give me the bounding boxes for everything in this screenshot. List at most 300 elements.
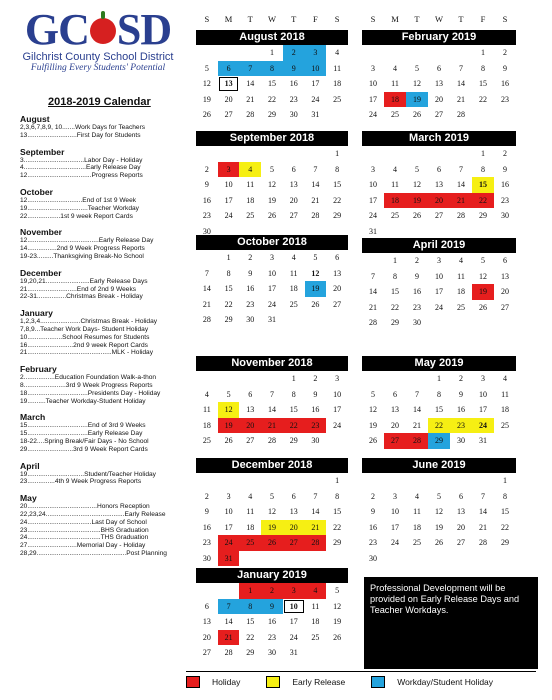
calendar-day: 22 — [391, 302, 399, 312]
calendar-day: 25 — [311, 632, 320, 642]
empty-day — [384, 146, 406, 162]
month-october-2018 — [196, 235, 348, 328]
calendar-day: 31 — [311, 110, 320, 119]
event-line: 10...................School Resumes for Students — [20, 333, 150, 341]
calendar-day: 13 — [501, 271, 509, 281]
workday-day: 29 — [428, 433, 450, 449]
calendar-day: 21 — [479, 522, 487, 532]
holiday-day: 21 — [450, 193, 472, 209]
calendar-day: 5 — [269, 164, 274, 174]
calendar-day: 4 — [503, 374, 507, 383]
holiday-day: 19 — [472, 284, 494, 300]
calendar-day: 18 — [246, 195, 255, 205]
calendar-day: 8 — [437, 389, 441, 399]
calendar-day: 9 — [248, 268, 253, 278]
calendar-day: 2 — [204, 164, 209, 174]
workday-day: 19 — [305, 281, 327, 297]
calendar-day: 11 — [413, 507, 421, 516]
holiday-day: 19 — [218, 418, 240, 434]
month-title: December 2018 — [196, 458, 348, 473]
calendar-day: 11 — [457, 271, 465, 281]
legend-early-release — [266, 676, 345, 688]
event-month-march: March — [20, 412, 46, 423]
calendar-day: 15 — [333, 507, 342, 516]
calendar-day: 24 — [369, 110, 377, 119]
calendar-day: 14 — [202, 284, 211, 293]
event-month-august: August — [20, 114, 50, 124]
early-release-day: 23 — [450, 418, 472, 434]
calendar-day: 4 — [415, 491, 419, 501]
calendar-day: 28 — [311, 211, 320, 220]
calendar-day: 31 — [267, 315, 276, 324]
calendar-day: 12 — [435, 507, 443, 516]
calendar-day: 22 — [246, 632, 255, 642]
calendar-day: 4 — [204, 389, 209, 399]
workday-day: 6 — [218, 61, 240, 77]
empty-day — [218, 45, 240, 61]
calendar-day: 14 — [311, 507, 320, 516]
calendar-day: 17 — [311, 79, 320, 88]
month-title: May 2019 — [362, 356, 516, 371]
calendar-day: 5 — [437, 491, 441, 501]
workday-day: 10 — [305, 61, 327, 77]
event-line: 1,2,3,4......................Christmas Break - Holiday — [20, 318, 158, 326]
calendar-day: 11 — [246, 507, 255, 516]
weekday-label: S — [204, 14, 210, 24]
empty-day — [283, 146, 305, 162]
calendar-day: 16 — [457, 405, 465, 414]
calendar-day: 28 — [457, 110, 465, 119]
calendar-day: 6 — [204, 601, 209, 611]
event-line: 2,3,6,7,8,9, 10.......Work Days for Teachers — [20, 124, 146, 131]
calendar-day: 7 — [313, 164, 318, 174]
month-title: June 2019 — [362, 458, 516, 473]
calendar-day: 30 — [311, 436, 320, 445]
empty-day — [406, 45, 428, 61]
workday-day: 9 — [261, 599, 283, 615]
calendar-day: 27 — [333, 299, 342, 309]
calendar-day: 30 — [267, 648, 276, 657]
calendar-day: 9 — [313, 389, 318, 399]
calendar-day: 13 — [435, 180, 443, 189]
calendar-day: 26 — [369, 436, 377, 445]
calendar-day: 28 — [202, 315, 211, 324]
event-line: 2.................Education Foundation Walk-a-thon — [20, 374, 157, 382]
calendar-day: 2 — [371, 491, 375, 501]
district-logo — [6, 5, 190, 73]
calendar-day: 1 — [393, 256, 397, 265]
empty-day — [218, 371, 240, 387]
calendar-day: 22 — [501, 522, 509, 532]
weekday-label: S — [370, 14, 376, 24]
calendar-day: 18 — [501, 405, 509, 414]
holiday-day: 31 — [218, 551, 240, 567]
calendar-day: 3 — [226, 491, 231, 501]
legend — [186, 676, 519, 688]
event-line: 14................2nd 9 Week Progress Reports — [20, 245, 145, 253]
calendar-day: 12 — [413, 79, 421, 88]
calendar-day: 13 — [202, 617, 211, 626]
calendar-day: 21 — [246, 94, 255, 104]
calendar-day: 7 — [459, 164, 463, 174]
calendar-day: 8 — [335, 164, 340, 174]
event-line: 24........................................THS Graduation — [20, 534, 149, 542]
calendar-day: 27 — [435, 211, 443, 220]
event-line: 20......................................Honors Reception — [20, 503, 150, 511]
calendar-day: 2 — [503, 48, 507, 57]
calendar-day: 5 — [335, 586, 340, 595]
empty-day — [196, 250, 218, 266]
holiday-day: 18 — [384, 92, 406, 108]
empty-day — [261, 473, 283, 489]
calendar-day: 10 — [435, 271, 443, 281]
calendar-day: 10 — [224, 507, 233, 516]
logo-letters: GC SD — [24, 5, 172, 54]
calendar-day: 10 — [224, 180, 233, 189]
month-title: February 2019 — [362, 30, 516, 45]
calendar-day: 9 — [204, 507, 209, 516]
calendar-day: 26 — [311, 299, 320, 309]
empty-day — [196, 473, 218, 489]
calendar-day: 15 — [333, 180, 342, 189]
calendar-title: 2018-2019 Calendar — [48, 96, 151, 108]
event-line: 27...........................Memorial Day - Holiday — [20, 542, 146, 550]
holiday-day: 20 — [428, 193, 450, 209]
event-line: 4..................................Early Release Day — [20, 164, 141, 172]
event-month-november: November — [20, 227, 63, 238]
month-june-2019 — [362, 458, 516, 566]
calendar-day: 12 — [267, 180, 276, 189]
empty-day — [305, 146, 327, 162]
calendar-day: 20 — [224, 94, 233, 104]
holiday-day: 26 — [261, 535, 283, 551]
calendar-day: 21 — [202, 299, 211, 309]
event-line: 12...................................Progress Reports — [20, 172, 143, 180]
calendar-day: 10 — [369, 180, 377, 189]
calendar-day: 29 — [391, 318, 399, 327]
early-release-day: 22 — [428, 418, 450, 434]
calendar-day: 21 — [311, 195, 320, 205]
calendar-day: 14 — [224, 617, 233, 626]
calendar-day: 20 — [333, 284, 342, 293]
weekday-label: F — [313, 14, 318, 24]
weekday-label: M — [224, 14, 233, 24]
event-line: 28,29.................................................Post Planning — [20, 549, 167, 557]
calendar-day: 7 — [313, 491, 318, 501]
calendar-day: 24 — [224, 211, 233, 220]
empty-day — [428, 45, 450, 61]
calendar-day: 22 — [333, 195, 342, 205]
weekday-label: T — [291, 14, 297, 24]
calendar-day: 17 — [435, 287, 443, 296]
workday-day: 7 — [239, 61, 261, 77]
calendar-day: 17 — [333, 405, 342, 414]
calendar-day: 23 — [246, 299, 255, 309]
calendar-day: 2 — [248, 253, 253, 262]
month-title: March 2019 — [362, 131, 516, 146]
calendar-day: 11 — [391, 79, 399, 88]
calendar-day: 27 — [501, 302, 509, 312]
calendar-day: 16 — [246, 284, 255, 293]
calendar-day: 17 — [369, 94, 377, 104]
event-line: 15.................................Early Release Day — [20, 430, 143, 438]
calendar-day: 11 — [311, 601, 320, 611]
calendar-day: 13 — [289, 507, 298, 516]
calendar-day: 5 — [204, 63, 209, 73]
calendar-day: 15 — [224, 284, 233, 293]
calendar-day: 5 — [226, 389, 231, 399]
calendar-day: 30 — [501, 211, 509, 220]
calendar-day: 15 — [391, 287, 399, 296]
holiday-day: 2 — [261, 583, 283, 599]
calendar-day: 26 — [333, 632, 342, 642]
calendar-day: 4 — [393, 63, 397, 73]
event-month-october: October — [20, 186, 53, 197]
calendar-day: 29 — [333, 211, 342, 220]
calendar-day: 23 — [501, 94, 509, 104]
calendar-day: 27 — [289, 211, 298, 220]
event-line: 7,8,9...Teacher Work Days- Student Holiday — [20, 325, 149, 333]
month-title: January 2019 — [196, 568, 348, 583]
event-line: 19-23.........Thanksgiving Break-No School — [20, 252, 144, 260]
empty-day — [196, 45, 218, 61]
empty-day — [384, 45, 406, 61]
calendar-day: 9 — [503, 63, 507, 73]
calendar-day: 21 — [413, 420, 421, 430]
empty-day — [384, 371, 406, 387]
calendar-day: 2 — [204, 491, 209, 501]
event-line: 19...............................Student/Teacher Holiday — [20, 470, 156, 478]
calendar-day: 12 — [413, 180, 421, 189]
early-release-day: 19 — [261, 520, 283, 536]
empty-day — [384, 473, 406, 489]
calendar-day: 31 — [479, 436, 487, 445]
event-line: 22..................1st 9 week Report Cards — [20, 212, 133, 220]
holiday-day: 3 — [283, 583, 305, 599]
calendar-day: 8 — [393, 271, 397, 281]
legend-workday — [371, 676, 493, 688]
calendar-day: 25 — [333, 94, 342, 104]
event-line: 19.................................Teacher Workday — [20, 204, 139, 212]
empty-day — [196, 583, 218, 599]
early-release-day: 24 — [472, 418, 494, 434]
event-line: 23........................................BHS Graduation — [20, 526, 149, 534]
calendar-day: 26 — [413, 211, 421, 220]
workday-day: 8 — [239, 599, 261, 615]
calendar-day: 30 — [457, 436, 465, 445]
calendar-day: 6 — [437, 164, 441, 174]
legend-holiday — [186, 676, 240, 688]
calendar-day: 5 — [415, 63, 419, 73]
calendar-day: 13 — [218, 76, 240, 92]
calendar-day: 12 — [333, 601, 342, 611]
calendar-day: 3 — [371, 164, 375, 174]
empty-day — [428, 146, 450, 162]
events-list — [20, 114, 192, 558]
calendar-day: 12 — [267, 507, 276, 516]
holiday-day: 22 — [283, 418, 305, 434]
calendar-day: 10 — [267, 268, 276, 278]
event-line: 22,23,24...........................................Early Release — [20, 510, 166, 518]
empty-day — [450, 45, 472, 61]
calendar-day: 28 — [224, 648, 233, 657]
calendar-day: 7 — [481, 491, 485, 501]
calendar-day: 24 — [369, 211, 377, 220]
month-title: October 2018 — [196, 235, 348, 250]
calendar-day: 18 — [289, 284, 298, 293]
calendar-day: 5 — [481, 256, 485, 265]
calendar-day: 24 — [267, 299, 276, 309]
event-line: 29.........................3rd 9 Week Report Cards — [20, 445, 148, 453]
legend-early-label: Early Release — [292, 677, 346, 687]
event-line: 3.................................Labor Day - Holiday — [20, 156, 143, 164]
calendar-day: 20 — [391, 420, 399, 430]
empty-day — [218, 146, 240, 162]
calendar-day: 16 — [413, 287, 421, 296]
workday-day: 3 — [305, 45, 327, 61]
calendar-day: 11 — [391, 180, 399, 189]
calendar-day: 15 — [479, 79, 487, 88]
empty-day — [239, 45, 261, 61]
calendar-day: 15 — [246, 617, 255, 626]
calendar-day: 10 — [333, 389, 342, 399]
calendar-day: 16 — [369, 522, 377, 532]
calendar-day: 18 — [457, 287, 465, 296]
calendar-day: 12 — [479, 271, 487, 281]
weekday-label: S — [334, 14, 340, 24]
workday-swatch — [371, 676, 385, 688]
calendar-day: 5 — [415, 164, 419, 174]
calendar-day: 1 — [291, 374, 296, 383]
calendar-day: 16 — [267, 617, 276, 626]
empty-day — [283, 473, 305, 489]
calendar-day: 5 — [313, 253, 318, 262]
calendar-day: 4 — [393, 164, 397, 174]
calendar-day: 11 — [501, 389, 509, 399]
empty-day — [218, 473, 240, 489]
event-line: 19..........Teacher Workday-Student Holiday — [20, 397, 146, 405]
calendar-day: 15 — [267, 79, 276, 88]
holiday-day: 23 — [305, 418, 327, 434]
empty-day — [362, 146, 384, 162]
calendar-day: 24 — [391, 538, 399, 547]
professional-development-note: Professional Development will be provided on Early Release Days and Teacher Workdays. — [364, 577, 538, 669]
calendar-day: 25 — [246, 211, 255, 220]
calendar-day: 19 — [267, 195, 276, 205]
calendar-day: 14 — [413, 405, 421, 414]
calendar-day: 9 — [503, 164, 507, 174]
calendar-day: 10 — [479, 389, 487, 399]
calendar-day: 29 — [246, 648, 255, 657]
month-march-2019 — [362, 131, 516, 239]
event-line: 18.................................Presidents Day - Holiday — [20, 389, 161, 397]
calendar-day: 27 — [202, 648, 211, 657]
calendar-day: 14 — [369, 287, 377, 296]
calendar-day: 16 — [289, 79, 298, 88]
calendar-day: 1 — [269, 48, 274, 57]
calendar-day: 6 — [335, 253, 340, 262]
event-line: 12..............................End of 1st 9 Week — [20, 196, 137, 204]
calendar-day: 17 — [224, 195, 233, 205]
calendar-day: 3 — [335, 374, 340, 383]
weekday-label: T — [458, 14, 464, 24]
holiday-day: 19 — [406, 193, 428, 209]
calendar-day: 20 — [435, 94, 443, 104]
event-month-january: January — [20, 308, 53, 319]
empty-day — [406, 146, 428, 162]
calendar-day: 23 — [202, 538, 211, 547]
event-line: 16.........................2nd 9 week Report Cards — [20, 341, 148, 349]
calendar-day: 8 — [226, 268, 231, 278]
calendar-day: 3 — [437, 256, 441, 265]
calendar-day: 3 — [481, 374, 485, 383]
calendar-day: 9 — [204, 180, 209, 189]
calendar-day: 16 — [501, 180, 509, 189]
calendar-day: 22 — [479, 94, 487, 104]
calendar-day: 8 — [481, 164, 485, 174]
calendar-day: 3 — [269, 253, 274, 262]
holiday-day: 28 — [406, 433, 428, 449]
calendar-day: 18 — [413, 522, 421, 532]
calendar-day: 14 — [267, 405, 276, 414]
calendar-day: 26 — [479, 302, 487, 312]
early-release-day: 4 — [239, 162, 261, 178]
calendar-day: 24 — [435, 302, 443, 312]
calendar-day: 19 — [435, 522, 443, 532]
calendar-day: 10 — [391, 507, 399, 516]
calendar-day: 1 — [481, 149, 485, 158]
calendar-day: 22 — [333, 522, 342, 532]
calendar-day: 25 — [413, 538, 421, 547]
event-month-april: April — [20, 460, 40, 471]
calendar-day: 17 — [224, 522, 233, 532]
event-line: 21..............................................MLK - Holiday — [20, 349, 154, 357]
calendar-day: 27 — [224, 110, 233, 119]
calendar-day: 18 — [246, 522, 255, 532]
calendar-day: 17 — [391, 522, 399, 532]
district-name: Gilchrist County School District — [22, 51, 174, 63]
calendar-day: 7 — [204, 268, 209, 278]
calendar-day: 14 — [311, 180, 320, 189]
calendar-day: 29 — [267, 110, 276, 119]
event-line: 15.................................End of 3rd 9 Weeks — [20, 422, 146, 430]
calendar-day: 25 — [202, 436, 211, 445]
calendar-day: 31 — [369, 226, 377, 236]
holiday-day: 28 — [305, 535, 327, 551]
holiday-day: 18 — [384, 193, 406, 209]
empty-day — [239, 146, 261, 162]
early-release-swatch — [266, 676, 280, 688]
calendar-day: 30 — [246, 315, 255, 324]
apple-icon — [90, 18, 116, 44]
calendar-day: 12 — [311, 268, 320, 278]
calendar-day: 2 — [459, 374, 463, 383]
calendar-day: 3 — [371, 63, 375, 73]
holiday-day: 20 — [239, 418, 261, 434]
calendar-day: 23 — [202, 211, 211, 220]
calendar-day: 4 — [291, 253, 296, 262]
early-release-day: 15 — [472, 177, 494, 193]
month-april-2019 — [362, 238, 516, 331]
calendar-day: 11 — [203, 405, 211, 414]
calendar-day: 6 — [437, 63, 441, 73]
legend-holiday-label: Holiday — [212, 677, 241, 687]
calendar-day: 4 — [335, 48, 340, 57]
calendar-day: 9 — [371, 507, 375, 516]
calendar-day: 21 — [369, 302, 377, 312]
calendar-day: 18 — [311, 617, 320, 626]
calendar-day: 15 — [289, 405, 298, 414]
